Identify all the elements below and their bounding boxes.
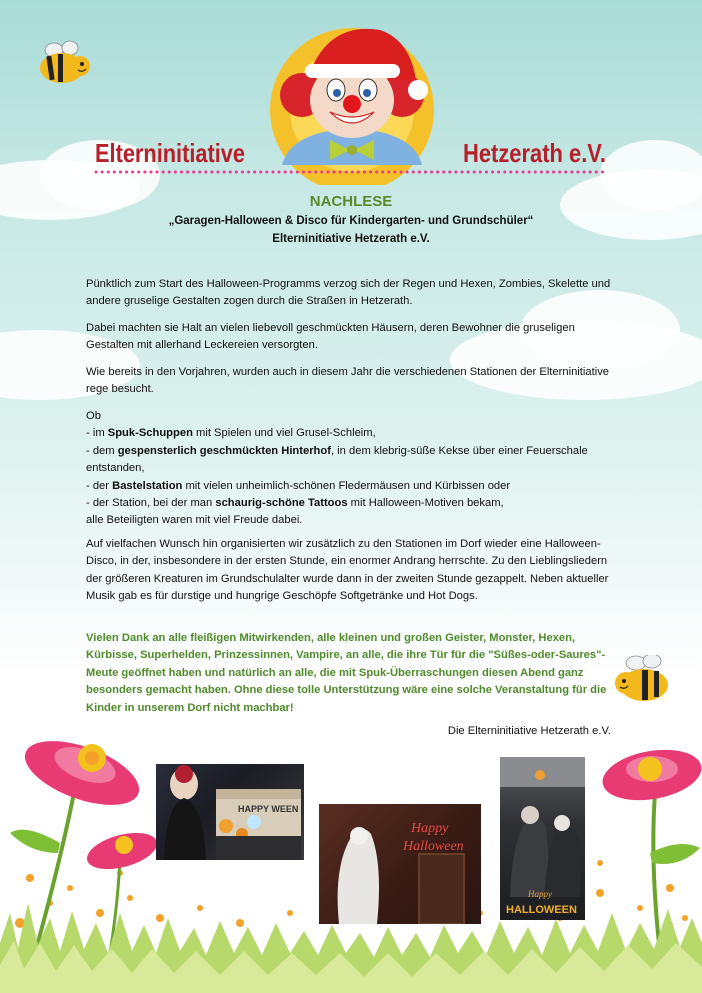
paragraph-text: Wie bereits in den Vorjahren, wurden auch in diesem Jahr die verschiedenen Stationen der Elterninitiative rege besucht. (86, 366, 610, 396)
list-outro: alle Beteiligten waren mit viel Freude dabei. (86, 514, 303, 527)
event-organizer: Elterninitiative Hetzerath e.V. (272, 233, 430, 245)
event-subtitle: „Garagen-Halloween & Disco für Kindergarten- und Grundschüler“ (168, 215, 534, 227)
paragraph-text: Vielen Dank an alle fleißigen Mitwirkenden, alle kleinen und großen Geister, Monster, Hexen, Kürbisse, Superhelden, Prinzessinnen, Vampire, an alle, die ihre Tür für die "Süßes-oder-Saures"-Meute geöffnet haben und natürlich an alle, die mit Spuk-Überraschungen diesen Abend ganz besonders gemacht haben. Ohne diese tolle Unterstützung wäre eine solche Veranstaltung für die Kinder in unserem Dorf nicht machbar! (86, 632, 607, 714)
list-item-pre: - der (86, 479, 113, 492)
list-item (86, 425, 614, 442)
list-item (86, 443, 614, 478)
photo-sign-text: HAPPY WEEN (238, 804, 299, 814)
body-paragraph-3 (86, 364, 614, 399)
nachlese-heading: NACHLESE (309, 193, 393, 210)
stations-list (86, 408, 614, 530)
list-item (86, 495, 614, 512)
list-item-bold: Bastelstation (112, 479, 183, 492)
photo-disco (500, 757, 585, 920)
list-intro: Ob (86, 410, 101, 422)
list-item-bold: Spuk-Schuppen (107, 427, 193, 440)
bee-icon (612, 655, 674, 705)
list-item-pre: - der Station, bei der man (86, 497, 216, 510)
photo-garage-scene (156, 764, 304, 860)
bee-icon (40, 41, 90, 83)
photo-ghost (319, 804, 481, 924)
thanks-paragraph (86, 630, 614, 717)
list-item-bold: gespensterlich geschmückten Hinterhof (117, 444, 331, 457)
paragraph-text: Pünktlich zum Start des Halloween-Programms verzog sich der Regen und Hexen, Zombies, Skelette und andere gruselige Gestalten zogen durch die Straßen in Hetzerath. (86, 278, 611, 308)
photo-garage (156, 764, 304, 860)
signature: Die Elterninitiative Hetzerath e.V. (447, 725, 611, 737)
header-logo (0, 0, 702, 185)
photo-sign-text-2: HALLOWEEN (506, 904, 577, 916)
list-item-post: mit vielen unheimlich-schönen Fledermäusen und Kürbissen oder (182, 479, 511, 492)
org-name-right: Hetzerath e.V. (463, 138, 606, 168)
org-name-left: Elterninitiative (95, 138, 245, 168)
photo-sign-text-1: Happy (411, 821, 449, 836)
list-item-pre: - dem (86, 444, 118, 457)
body-paragraph-2 (86, 320, 614, 355)
photo-disco-scene (500, 757, 585, 920)
body-paragraph-4 (86, 536, 614, 606)
photo-ghost-scene (319, 804, 481, 924)
photo-sign-text-1: Happy (528, 889, 552, 899)
photo-sign-text-2: Halloween (403, 839, 464, 854)
list-item-bold: schaurig-schöne Tattoos (215, 497, 348, 510)
list-item (86, 478, 614, 495)
list-item-pre: - im (86, 427, 108, 440)
body-paragraph-1 (86, 276, 614, 311)
paragraph-text: Auf vielfachen Wunsch hin organisierten wir zusätzlich zu den Stationen im Dorf wieder eine Halloween-Disco, in der, insbesondere in der ersten Stunde, ein enormer Andrang herrschte. Zu den Lieblingsliedern der größeren Kreaturen im Grundschulalter wurde dann in der zweiten Stunde gezappelt. Neben aktueller Musik gab es für durstige und hungrige Geschöpfe Softgetränke und Hot Dogs. (86, 538, 609, 603)
list-item-post: mit Spielen und viel Grusel-Schleim, (192, 427, 376, 440)
list-item-post: , in dem klebrig-süße Kekse über einer Feuerschale entstanden, (86, 444, 588, 475)
list-item-post: mit Halloween-Motiven bekam, (347, 497, 504, 510)
paragraph-text: Dabei machten sie Halt an vielen liebevoll geschmückten Häusern, deren Bewohner die gruseligen Gestalten mit allerhand Leckereien versorgten. (86, 322, 575, 352)
